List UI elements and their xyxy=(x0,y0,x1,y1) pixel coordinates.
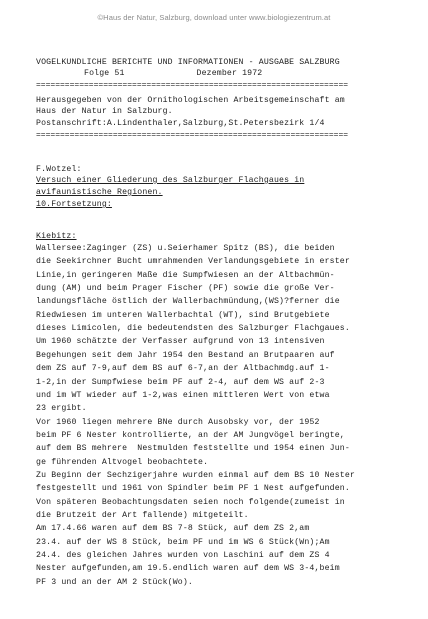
issue-number: Folge 51 xyxy=(84,69,125,78)
body-text-line: 23 ergibt. xyxy=(36,404,87,414)
body-text-line: dung (AM) und beim Prager Fischer (PF) sowie die große Ver- xyxy=(36,284,335,294)
article-title-line-2: avifaunistische Regionen. xyxy=(36,188,163,197)
body-text-line: 24.4. des gleichen Jahres wurden von Laschini auf dem ZS 4 xyxy=(36,551,330,561)
publisher-line-1: Herausgegeben von der Ornithologischen Arbeitsgemeinschaft am xyxy=(36,96,345,105)
body-text-line: festgestellt und 1961 von Spindler beim PF 1 Nest aufgefunden. xyxy=(36,484,350,494)
article-author: F.Wotzel: xyxy=(36,165,82,174)
issue-date: Dezember 1972 xyxy=(196,69,263,78)
issue-line xyxy=(36,69,428,79)
body-text-line: 23.4. auf der WS 8 Stück, beim PF und im WS 6 Stück(Wn);Am xyxy=(36,537,330,547)
separator-line: ================================================================= xyxy=(36,82,349,90)
article-title-line-1: Versuch einer Gliederung des Salzburger Flachgaues in xyxy=(36,176,305,185)
body-text-line: Nester aufgefunden,am 19.5.endlich waren auf dem WS 3-4,beim xyxy=(36,564,340,574)
body-text-line: ge führenden Altvogel beobachtete. xyxy=(36,457,209,467)
section-heading: Kiebitz: xyxy=(36,232,77,241)
article-continuation: 10.Fortsetzung: xyxy=(36,200,112,209)
body-text-line: dieses Limicolen, die bedeutendsten des Salzburger Flachgaues. xyxy=(36,324,350,334)
body-text-line: PF 3 und an der AM 2 Stück(Wo). xyxy=(36,577,193,587)
body-text-line: Am 17.4.66 waren auf dem BS 7-8 Stück, auf dem ZS 2,am xyxy=(36,524,310,534)
postal-address: Postanschrift:A.Lindenthaler,Salzburg,St.Petersbezirk 1/4 xyxy=(36,119,325,128)
body-text-line: und im WT wieder auf 1-2,was einen mittleren Wert von etwa xyxy=(36,390,330,400)
body-text-line: Begehungen seit dem Jahr 1954 den Bestand an Brutpaaren auf xyxy=(36,350,335,360)
watermark-text: ©Haus der Natur, Salzburg, download unter www.biologiezentrum.at xyxy=(97,13,331,22)
body-text-line: Riedwiesen im unteren Wallerbachtal (WT), sind Brutgebiete xyxy=(36,310,330,320)
body-text-line: die Brutzeit der Art fallende) mitgeteilt. xyxy=(36,511,249,520)
body-text-line: Zu Beginn der Sechzigerjahre wurden einmal auf dem BS 10 Nester xyxy=(36,470,355,480)
body-text-line: Vor 1960 liegen mehrere BNe durch Ausobsky vor, der 1952 xyxy=(36,417,320,427)
body-text-line: Um 1960 schätzte der Verfasser aufgrund von 13 intensiven xyxy=(36,337,325,347)
body-text-line: 1-2,in der Sumpfwiese beim PF auf 2-4, auf dem WS auf 2-3 xyxy=(36,377,325,387)
newsletter-title: VOGELKUNDLICHE BERICHTE UND INFORMATIONEN - AUSGABE SALZBURG xyxy=(36,58,340,67)
body-text-line: die Seekirchner Bucht umrahmenden Verlandungsgebiete in erster xyxy=(36,257,350,267)
publisher-line-2: Haus der Natur in Salzburg. xyxy=(36,107,173,116)
body-text-line: dem ZS auf 7-9,auf dem BS auf 6-7,an der Altbachmdg.auf 1- xyxy=(36,364,330,374)
body-text-line: Von späteren Beobachtungsdaten seien noch folgende(zumeist in xyxy=(36,497,345,507)
body-text-line: auf dem BS mehrere Nestmulden feststellte und 1954 einen Jun- xyxy=(36,444,350,454)
separator-line: ================================================================= xyxy=(36,132,349,140)
body-text-line: beim PF 6 Nester kontrollierte, an der AM Jungvögel beringte, xyxy=(36,430,345,440)
body-text-line: Linie,in geringeren Maße die Sumpfwiesen an der Altbachmün- xyxy=(36,270,335,280)
body-text-line: Wallersee:Zaginger (ZS) u.Seierhamer Spitz (BS), die beiden xyxy=(36,244,335,253)
body-text-line: landungsfläche östlich der Wallerbachmündung,(WS)?ferner die xyxy=(36,297,340,307)
